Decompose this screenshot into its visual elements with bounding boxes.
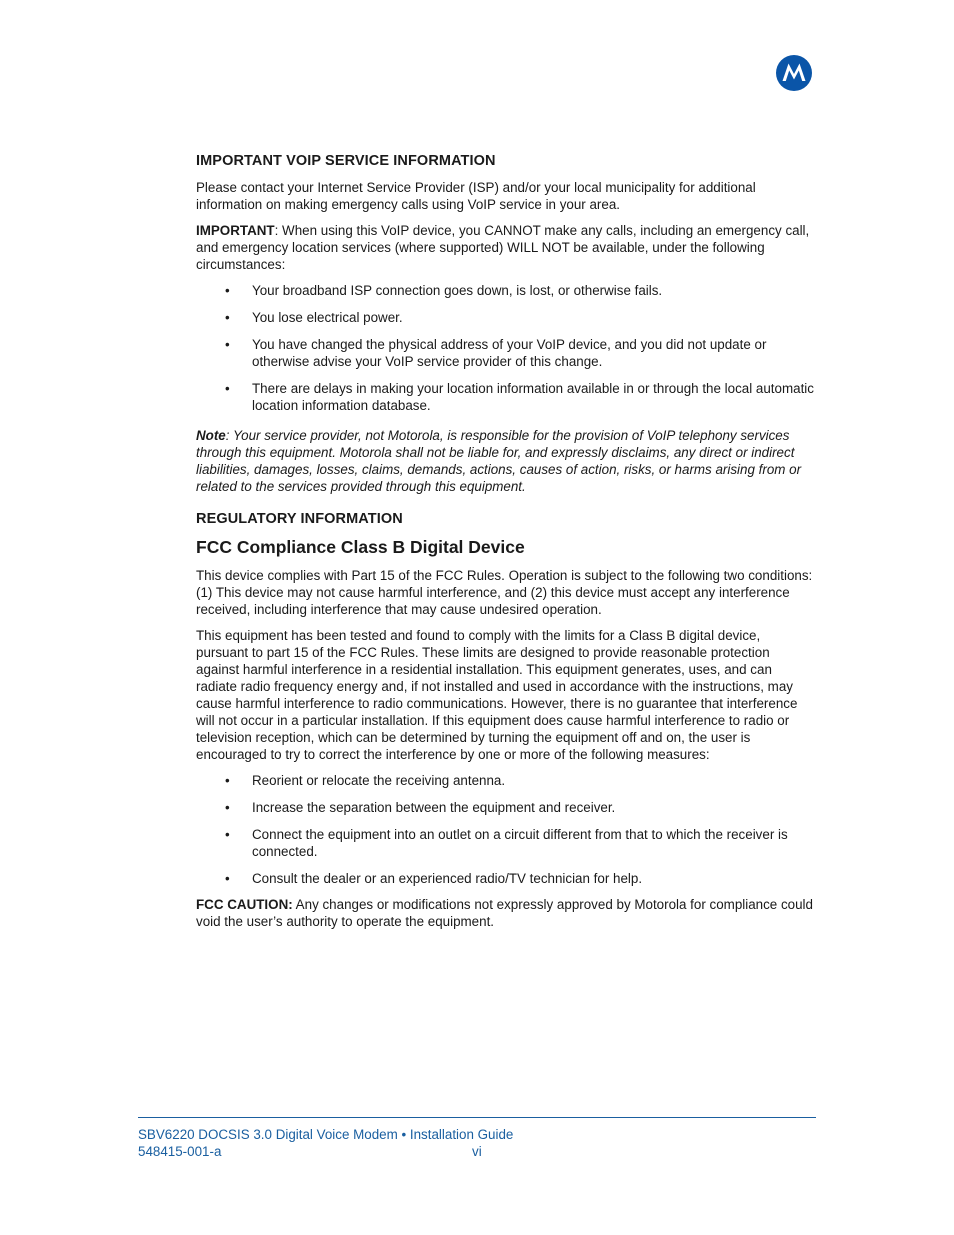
regulatory-heading: REGULATORY INFORMATION [196, 511, 403, 527]
list-item: • Consult the dealer or an experienced radio/TV technician for help. [225, 871, 643, 886]
fcc-subheading: FCC Compliance Class B Digital Device [196, 537, 525, 557]
list-item: • You have changed the physical address of your VoIP device, and you did not update or otherwise advise your VoIP service provider of this change. [225, 337, 767, 369]
fcc-caution-label: FCC CAUTION: [196, 897, 293, 912]
bullet-icon: • [225, 800, 230, 815]
page-content [196, 152, 816, 939]
bullet-icon: • [225, 773, 230, 788]
list-item: • Your broadband ISP connection goes down, is lost, or otherwise fails. [225, 283, 663, 298]
motorola-logo-icon [776, 55, 812, 91]
voip-bullet-list [196, 282, 816, 414]
fcc-bullet-list [196, 772, 816, 887]
footer-title: SBV6220 DOCSIS 3.0 Digital Voice Modem • Installation Guide [138, 1127, 514, 1142]
bullet-icon: • [225, 871, 230, 886]
bullet-icon: • [225, 827, 230, 842]
voip-paragraph: Please contact your Internet Service Provider (ISP) and/or your local municipality for additional information on making emergency calls using VoIP service in your area. [196, 180, 756, 212]
fcc-paragraph-2: This equipment has been tested and found to comply with the limits for a Class B digital device, pursuant to part 15 of the FCC Rules. These limits are designed to provide reasonable protection against harmful interference in a residential installation. This equipment generates, uses, and can radiate radio frequency energy and, if not installed and used in accordance with the instructions, may cause harmful interference to radio communications. However, there is no guarantee that interference will not occur in a particular installation. If this equipment does cause harmful interference to radio or television reception, which can be determined by turning the equipment off and on, the user is encouraged to try to correct the interference by one or more of the following measures: [196, 628, 798, 762]
bullet-icon: • [225, 310, 230, 325]
note-paragraph [196, 427, 816, 495]
note-text: : Your service provider, not Motorola, is responsible for the provision of VoIP telephony services through this equipment. Motorola shall not be liable for, and expressly disclaims, any direct or indirect liabilities, damages, losses, claims, demands, actions, causes of action, risks, or harms arising from or related to the services provided through this equipment. [196, 428, 802, 494]
list-item: • Increase the separation between the equipment and receiver. [225, 800, 616, 815]
important-paragraph [196, 222, 816, 273]
footer-doc-number: 548415-001-a [138, 1144, 222, 1159]
note-label: Note [196, 428, 226, 443]
list-item: • There are delays in making your location information available in or through the local automatic location information database. [225, 381, 814, 413]
bullet-icon: • [225, 337, 230, 352]
page-footer [138, 1126, 816, 1160]
page-number: vi [472, 1144, 482, 1159]
bullet-icon: • [225, 283, 230, 298]
fcc-paragraph-1: This device complies with Part 15 of the FCC Rules. Operation is subject to the following two conditions: (1) This device may not cause harmful interference, and (2) this device must accept any interference received, including interference that may cause undesired operation. [196, 568, 813, 617]
footer-divider [138, 1117, 816, 1118]
important-text: : When using this VoIP device, you CANNOT make any calls, including an emergency call, and emergency location services (where supported) WILL NOT be available, under the following circumstances: [196, 223, 810, 272]
list-item: • Reorient or relocate the receiving antenna. [225, 773, 506, 788]
list-item: • You lose electrical power. [225, 310, 403, 325]
important-label: IMPORTANT [196, 223, 275, 238]
bullet-icon: • [225, 381, 230, 396]
fcc-caution-text: Any changes or modifications not expressly approved by Motorola for compliance could void the user’s authority to operate the equipment. [196, 897, 813, 929]
voip-heading: IMPORTANT VOIP SERVICE INFORMATION [196, 153, 496, 169]
fcc-caution-paragraph [196, 896, 816, 930]
list-item: • Connect the equipment into an outlet on a circuit different from that to which the receiver is connected. [225, 827, 788, 859]
